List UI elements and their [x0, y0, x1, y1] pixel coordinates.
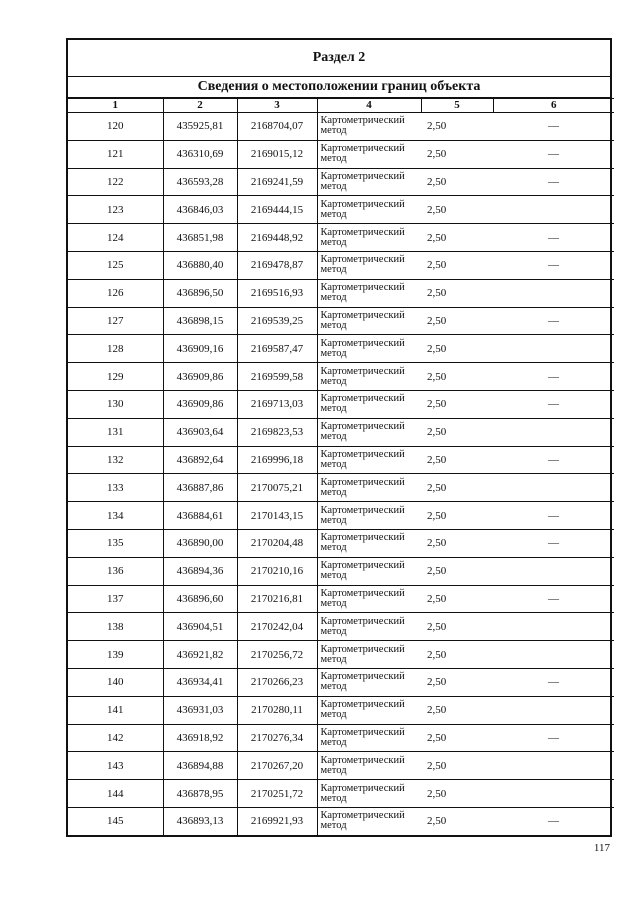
table-row [68, 613, 614, 641]
cell-accuracy: 2,50 [421, 196, 493, 224]
cell-x-coordinate: 436878,95 [163, 780, 237, 808]
table-row [68, 641, 614, 669]
cell-accuracy: 2,50 [421, 474, 493, 502]
cell-accuracy: 2,50 [421, 668, 493, 696]
cell-x-coordinate: 436846,03 [163, 196, 237, 224]
cell-method: Картометрический метод [317, 807, 421, 834]
cell-description: — [493, 724, 614, 752]
cell-point-number: 139 [68, 641, 163, 669]
cell-point-number: 145 [68, 807, 163, 834]
table-row [68, 585, 614, 613]
cell-method: Картометрический метод [317, 752, 421, 780]
cell-point-number: 140 [68, 668, 163, 696]
cell-point-number: 128 [68, 335, 163, 363]
cell-accuracy: 2,50 [421, 307, 493, 335]
cell-point-number: 141 [68, 696, 163, 724]
cell-description: — [493, 168, 614, 196]
cell-method: Картометрический метод [317, 502, 421, 530]
cell-y-coordinate: 2169996,18 [237, 446, 317, 474]
cell-y-coordinate: 2170267,20 [237, 752, 317, 780]
cell-description: — [493, 307, 614, 335]
cell-point-number: 126 [68, 279, 163, 307]
cell-point-number: 134 [68, 502, 163, 530]
table-row [68, 502, 614, 530]
table-row [68, 807, 614, 834]
cell-accuracy: 2,50 [421, 502, 493, 530]
column-header: 4 [317, 99, 421, 113]
cell-accuracy: 2,50 [421, 641, 493, 669]
cell-description: — [493, 446, 614, 474]
cell-description: — [493, 140, 614, 168]
cell-accuracy: 2,50 [421, 418, 493, 446]
cell-method: Картометрический метод [317, 279, 421, 307]
cell-x-coordinate: 436890,00 [163, 529, 237, 557]
table-row [68, 780, 614, 808]
cell-method: Картометрический метод [317, 418, 421, 446]
cell-y-coordinate: 2170276,34 [237, 724, 317, 752]
cell-x-coordinate: 436896,60 [163, 585, 237, 613]
document-sheet [66, 38, 612, 837]
cell-accuracy: 2,50 [421, 224, 493, 252]
cell-x-coordinate: 436898,15 [163, 307, 237, 335]
cell-method: Картометрический метод [317, 390, 421, 418]
cell-point-number: 121 [68, 140, 163, 168]
cell-y-coordinate: 2169823,53 [237, 418, 317, 446]
cell-y-coordinate: 2170075,21 [237, 474, 317, 502]
table-row [68, 390, 614, 418]
cell-y-coordinate: 2170204,48 [237, 529, 317, 557]
cell-point-number: 130 [68, 390, 163, 418]
column-header: 1 [68, 99, 163, 113]
cell-x-coordinate: 436894,36 [163, 557, 237, 585]
cell-accuracy: 2,50 [421, 140, 493, 168]
cell-description: — [493, 529, 614, 557]
cell-description: — [493, 251, 614, 279]
cell-point-number: 127 [68, 307, 163, 335]
cell-accuracy: 2,50 [421, 752, 493, 780]
cell-x-coordinate: 436904,51 [163, 613, 237, 641]
cell-y-coordinate: 2169478,87 [237, 251, 317, 279]
cell-point-number: 136 [68, 557, 163, 585]
cell-x-coordinate: 436893,13 [163, 807, 237, 834]
cell-method: Картометрический метод [317, 335, 421, 363]
cell-point-number: 123 [68, 196, 163, 224]
table-row [68, 307, 614, 335]
cell-description: — [493, 390, 614, 418]
cell-x-coordinate: 436310,69 [163, 140, 237, 168]
cell-point-number: 137 [68, 585, 163, 613]
table-row [68, 335, 614, 363]
table-row [68, 113, 614, 141]
cell-y-coordinate: 2169015,12 [237, 140, 317, 168]
cell-x-coordinate: 436884,61 [163, 502, 237, 530]
cell-x-coordinate: 436931,03 [163, 696, 237, 724]
cell-y-coordinate: 2170143,15 [237, 502, 317, 530]
cell-y-coordinate: 2170266,23 [237, 668, 317, 696]
cell-x-coordinate: 436892,64 [163, 446, 237, 474]
cell-accuracy: 2,50 [421, 168, 493, 196]
column-header: 2 [163, 99, 237, 113]
cell-method: Картометрический метод [317, 668, 421, 696]
table-row [68, 724, 614, 752]
table-row [68, 696, 614, 724]
cell-method: Картометрический метод [317, 696, 421, 724]
section-title: Раздел 2 [68, 40, 610, 77]
cell-y-coordinate: 2170242,04 [237, 613, 317, 641]
cell-description: — [493, 363, 614, 391]
cell-accuracy: 2,50 [421, 557, 493, 585]
cell-description: — [493, 668, 614, 696]
cell-accuracy: 2,50 [421, 446, 493, 474]
cell-description [493, 474, 614, 502]
cell-point-number: 122 [68, 168, 163, 196]
cell-x-coordinate: 436894,88 [163, 752, 237, 780]
cell-y-coordinate: 2168704,07 [237, 113, 317, 141]
cell-accuracy: 2,50 [421, 780, 493, 808]
table-row [68, 752, 614, 780]
cell-x-coordinate: 436934,41 [163, 668, 237, 696]
cell-description [493, 557, 614, 585]
cell-y-coordinate: 2169713,03 [237, 390, 317, 418]
cell-y-coordinate: 2169448,92 [237, 224, 317, 252]
cell-method: Картометрический метод [317, 613, 421, 641]
cell-description: — [493, 585, 614, 613]
cell-accuracy: 2,50 [421, 251, 493, 279]
cell-y-coordinate: 2169516,93 [237, 279, 317, 307]
cell-point-number: 143 [68, 752, 163, 780]
column-number-row [68, 99, 614, 113]
cell-accuracy: 2,50 [421, 696, 493, 724]
cell-x-coordinate: 436909,86 [163, 390, 237, 418]
cell-method: Картометрический метод [317, 251, 421, 279]
cell-accuracy: 2,50 [421, 529, 493, 557]
cell-y-coordinate: 2169444,15 [237, 196, 317, 224]
cell-x-coordinate: 436593,28 [163, 168, 237, 196]
cell-description [493, 279, 614, 307]
cell-method: Картометрический метод [317, 780, 421, 808]
cell-point-number: 129 [68, 363, 163, 391]
cell-description: — [493, 807, 614, 834]
cell-x-coordinate: 436921,82 [163, 641, 237, 669]
table-row [68, 140, 614, 168]
cell-description [493, 613, 614, 641]
cell-point-number: 135 [68, 529, 163, 557]
cell-x-coordinate: 436880,40 [163, 251, 237, 279]
cell-point-number: 120 [68, 113, 163, 141]
subsection-title: Сведения о местоположении границ объекта [68, 77, 610, 98]
cell-description [493, 641, 614, 669]
table-row [68, 251, 614, 279]
cell-x-coordinate: 436903,64 [163, 418, 237, 446]
cell-y-coordinate: 2169539,25 [237, 307, 317, 335]
cell-y-coordinate: 2169241,59 [237, 168, 317, 196]
cell-description: — [493, 502, 614, 530]
cell-y-coordinate: 2170251,72 [237, 780, 317, 808]
cell-y-coordinate: 2170216,81 [237, 585, 317, 613]
table-row [68, 446, 614, 474]
cell-y-coordinate: 2170256,72 [237, 641, 317, 669]
table-row [68, 474, 614, 502]
cell-point-number: 138 [68, 613, 163, 641]
cell-description [493, 418, 614, 446]
table-row [68, 196, 614, 224]
cell-description: — [493, 113, 614, 141]
cell-point-number: 142 [68, 724, 163, 752]
cell-accuracy: 2,50 [421, 807, 493, 834]
cell-description [493, 696, 614, 724]
cell-x-coordinate: 436851,98 [163, 224, 237, 252]
cell-accuracy: 2,50 [421, 585, 493, 613]
cell-method: Картометрический метод [317, 140, 421, 168]
boundary-table [68, 98, 614, 835]
cell-y-coordinate: 2169587,47 [237, 335, 317, 363]
table-row [68, 224, 614, 252]
cell-method: Картометрический метод [317, 724, 421, 752]
cell-description [493, 752, 614, 780]
cell-method: Картометрический метод [317, 168, 421, 196]
cell-point-number: 133 [68, 474, 163, 502]
cell-description [493, 196, 614, 224]
cell-method: Картометрический метод [317, 224, 421, 252]
cell-accuracy: 2,50 [421, 113, 493, 141]
cell-y-coordinate: 2170210,16 [237, 557, 317, 585]
cell-method: Картометрический метод [317, 113, 421, 141]
cell-accuracy: 2,50 [421, 335, 493, 363]
cell-accuracy: 2,50 [421, 724, 493, 752]
cell-accuracy: 2,50 [421, 613, 493, 641]
cell-point-number: 124 [68, 224, 163, 252]
column-header: 3 [237, 99, 317, 113]
cell-y-coordinate: 2169921,93 [237, 807, 317, 834]
cell-method: Картометрический метод [317, 363, 421, 391]
page-number: 117 [593, 842, 610, 854]
cell-method: Картометрический метод [317, 446, 421, 474]
cell-point-number: 132 [68, 446, 163, 474]
cell-y-coordinate: 2170280,11 [237, 696, 317, 724]
cell-x-coordinate: 436909,16 [163, 335, 237, 363]
table-row [68, 668, 614, 696]
table-row [68, 557, 614, 585]
cell-x-coordinate: 436909,86 [163, 363, 237, 391]
table-row [68, 529, 614, 557]
cell-point-number: 144 [68, 780, 163, 808]
cell-description [493, 335, 614, 363]
cell-x-coordinate: 436918,92 [163, 724, 237, 752]
table-row [68, 279, 614, 307]
cell-y-coordinate: 2169599,58 [237, 363, 317, 391]
cell-description [493, 780, 614, 808]
cell-method: Картометрический метод [317, 474, 421, 502]
cell-accuracy: 2,50 [421, 390, 493, 418]
cell-method: Картометрический метод [317, 641, 421, 669]
table-row [68, 418, 614, 446]
cell-method: Картометрический метод [317, 557, 421, 585]
cell-x-coordinate: 436887,86 [163, 474, 237, 502]
cell-description: — [493, 224, 614, 252]
cell-method: Картометрический метод [317, 196, 421, 224]
cell-x-coordinate: 435925,81 [163, 113, 237, 141]
cell-point-number: 131 [68, 418, 163, 446]
column-header: 6 [493, 99, 614, 113]
cell-point-number: 125 [68, 251, 163, 279]
cell-x-coordinate: 436896,50 [163, 279, 237, 307]
cell-accuracy: 2,50 [421, 279, 493, 307]
cell-method: Картометрический метод [317, 585, 421, 613]
table-row [68, 168, 614, 196]
cell-accuracy: 2,50 [421, 363, 493, 391]
cell-method: Картометрический метод [317, 529, 421, 557]
cell-method: Картометрический метод [317, 307, 421, 335]
table-row [68, 363, 614, 391]
column-header: 5 [421, 99, 493, 113]
